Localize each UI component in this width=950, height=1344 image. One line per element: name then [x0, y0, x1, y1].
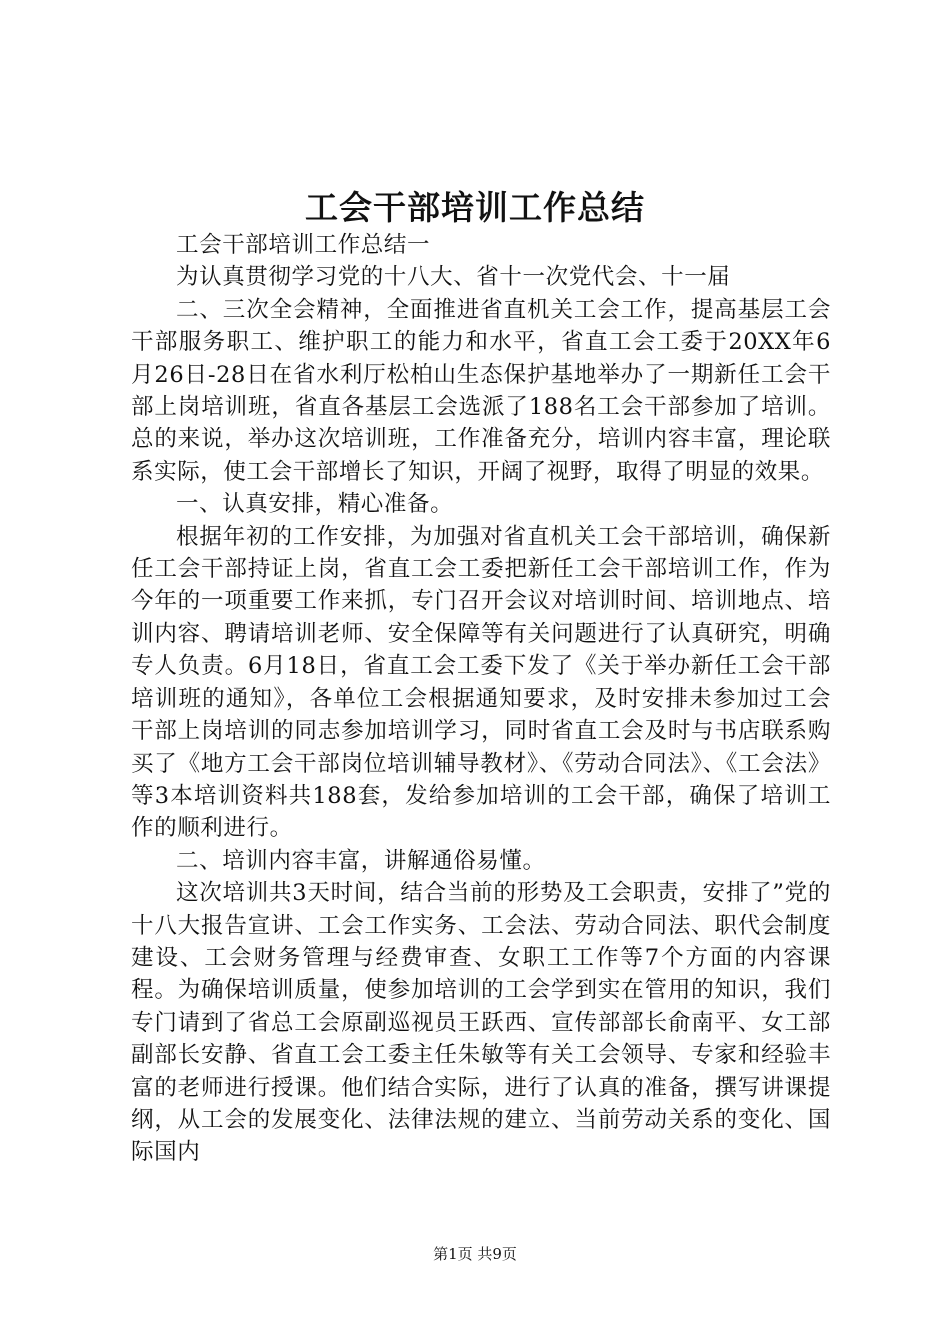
section-heading-2: 二、培训内容丰富，讲解通俗易懂。	[176, 847, 546, 874]
paragraph-subtitle: 工会干部培训工作总结一	[176, 232, 431, 258]
paragraph-intro: 二、三次全会精神，全面推进省直机关工会工作，提高基层工会干部服务职工、维护职工的能力和水平，省直工会工委于20XX年6月26日-28日在省水利厅松柏山生态保护基地举办了一期新任工会干部上岗培训班，省直各基层工会选派了188名工会干部参加了培训。总的来说，举办这次培训班，工作准备充分，培训内容丰富，理论联系实际，使工会干部增长了知识，开阔了视野，取得了明显的效果。	[131, 296, 831, 485]
document-title: 工会干部培训工作总结	[305, 188, 645, 227]
document-body	[131, 229, 831, 1169]
section-heading-1: 一、认真安排，精心准备。	[176, 491, 454, 518]
page-footer: 第1页 共9页	[433, 1245, 517, 1263]
paragraph-section-2: 这次培训共3天时间，结合当前的形势及工会职责，安排了”党的十八大报告宣讲、工会工作实务、工会法、劳动合同法、职代会制度建设、工会财务管理与经费审查、女职工工作等7个方面的内容课程。为确保培训质量，使参加培训的工会学到实在管用的知识，我们专门请到了省总工会原副巡视员王跃西、宣传部部长俞南平、女工部副部长安静、省直工会工委主任朱敏等有关工会领导、专家和经验丰富的老师进行授课。他们结合实际，进行了认真的准备，撰写讲课提纲，从工会的发展变化、法律法规的建立、当前劳动关系的变化、国际国内	[131, 880, 831, 1166]
paragraph-intro-line: 为认真贯彻学习党的十八大、省十一次党代会、十一届	[176, 264, 731, 291]
paragraph-section-1: 根据年初的工作安排，为加强对省直机关工会干部培训，确保新任工会干部持证上岗，省直工会工委把新任工会干部培训工作，作为今年的一项重要工作来抓，专门召开会议对培训时间、培训地点、培训内容、聘请培训老师、安全保障等有关问题进行了认真研究，明确专人负责。6月18日，省直工会工委下发了《关于举办新任工会干部培训班的通知》，各单位工会根据通知要求，及时安排未参加过工会干部上岗培训的同志参加培训学习，同时省直工会及时与书店联系购买了《地方工会干部岗位培训辅导教材》、《劳动合同法》、《工会法》等3本培训资料共188套，发给参加培训的工会干部，确保了培训工作的顺利进行。	[131, 523, 831, 842]
